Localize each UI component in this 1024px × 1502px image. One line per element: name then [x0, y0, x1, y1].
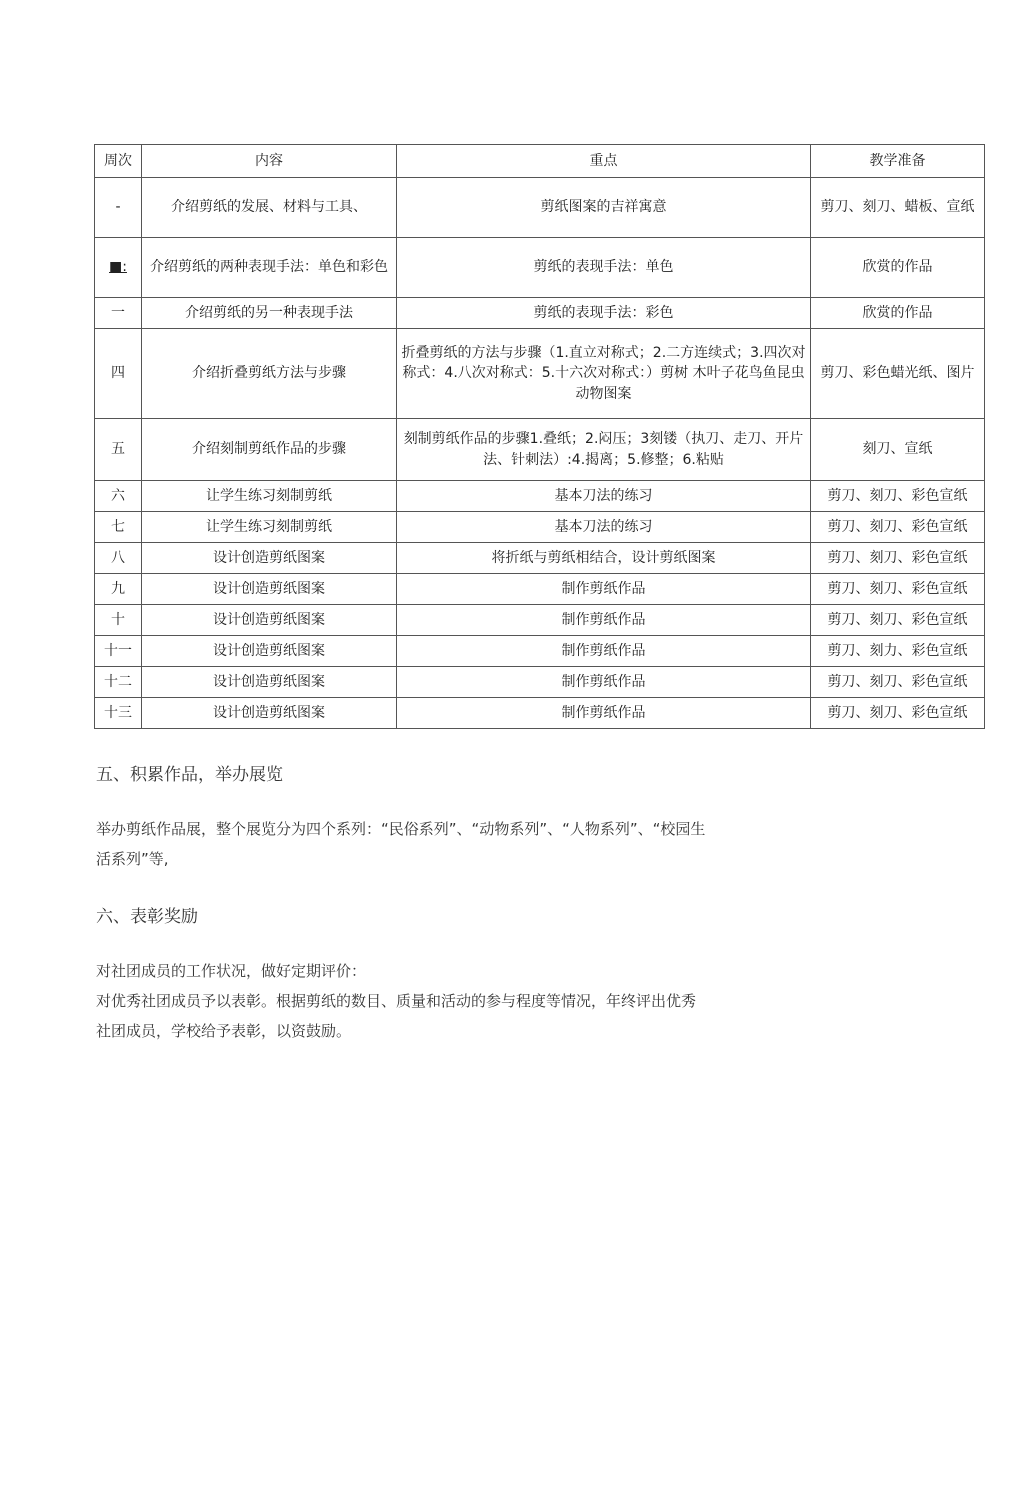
cell-week: 十二	[95, 667, 142, 698]
cell-focus: 剪纸图案的吉祥寓意	[397, 178, 811, 238]
cell-content: 设计创造剪纸图案	[142, 574, 397, 605]
cell-focus: 制作剪纸作品	[397, 667, 811, 698]
cell-week: 十	[95, 605, 142, 636]
cell-focus: 剪纸的表现手法：彩色	[397, 298, 811, 329]
table-row	[95, 329, 985, 419]
header-content: 内容	[142, 145, 397, 178]
cell-prep: 剪刀、刻刀、彩色宣纸	[811, 543, 985, 574]
cell-week: -	[95, 178, 142, 238]
cell-content: 设计创造剪纸图案	[142, 543, 397, 574]
cell-prep: 剪刀、刻刀、彩色宣纸	[811, 667, 985, 698]
cell-focus: 制作剪纸作品	[397, 605, 811, 636]
cell-week: 七	[95, 512, 142, 543]
cell-prep: 欣赏的作品	[811, 298, 985, 329]
table-row	[95, 605, 985, 636]
paragraph-line: 对社团成员的工作状况，做好定期评价：	[96, 962, 367, 980]
cell-content: 介绍折叠剪纸方法与步骤	[142, 329, 397, 419]
section-five-title: 五、积累作品，举办展览	[96, 765, 283, 785]
cell-focus: 将折纸与剪纸相结合，设计剪纸图案	[397, 543, 811, 574]
cell-content: 让学生练习刻制剪纸	[142, 512, 397, 543]
table-row	[95, 481, 985, 512]
cell-content: 介绍剪纸的两种表现手法：单色和彩色	[142, 238, 397, 298]
paragraph-line: 对优秀社团成员予以表彰。根据剪纸的数目、质量和活动的参与程度等情况，年终评出优秀	[96, 992, 697, 1010]
table-row	[95, 574, 985, 605]
cell-focus: 制作剪纸作品	[397, 698, 811, 729]
cell-week: 八	[95, 543, 142, 574]
cell-prep: 剪刀、彩色蜡光纸、图片	[811, 329, 985, 419]
cell-prep: 剪刀、刻力、彩色宣纸	[811, 636, 985, 667]
header-focus: 重点	[397, 145, 811, 178]
section-six-title: 六、表彰奖励	[96, 907, 198, 927]
cell-week: 九	[95, 574, 142, 605]
section-five-paragraph	[96, 814, 896, 874]
paragraph-line: 举办剪纸作品展，整个展览分为四个系列：“民俗系列”、“动物系列”、“人物系列”、“校园生	[96, 820, 706, 838]
cell-prep: 剪刀、刻刀、彩色宣纸	[811, 481, 985, 512]
cell-prep: 剪刀、刻刀、蜡板、宣纸	[811, 178, 985, 238]
cell-week: 十三	[95, 698, 142, 729]
cell-focus: 制作剪纸作品	[397, 574, 811, 605]
table-row	[95, 512, 985, 543]
table-row	[95, 667, 985, 698]
table-row	[95, 419, 985, 481]
cell-content: 介绍刻制剪纸作品的步骤	[142, 419, 397, 481]
cell-week: 五	[95, 419, 142, 481]
cell-focus: 剪纸的表现手法：单色	[397, 238, 811, 298]
cell-week: 四	[95, 329, 142, 419]
cell-focus: 基本刀法的练习	[397, 481, 811, 512]
cell-focus: 基本刀法的练习	[397, 512, 811, 543]
cell-prep: 剪刀、刻刀、彩色宣纸	[811, 512, 985, 543]
cell-content: 介绍剪纸的另一种表现手法	[142, 298, 397, 329]
table-row	[95, 178, 985, 238]
cell-prep: 刻刀、宣纸	[811, 419, 985, 481]
cell-content: 设计创造剪纸图案	[142, 698, 397, 729]
header-prep: 教学准备	[811, 145, 985, 178]
table-row	[95, 698, 985, 729]
cell-week: 一	[95, 298, 142, 329]
cell-focus: 折叠剪纸的方法与步骤（1.直立对称式；2.二方连续式；3.四次对称式：4.八次对称式：5.十六次对称式：）剪树 木叶子花鸟鱼昆虫动物图案	[397, 329, 811, 419]
cell-prep: 剪刀、刻刀、彩色宣纸	[811, 605, 985, 636]
table-header-row	[95, 145, 985, 178]
cell-week: 六	[95, 481, 142, 512]
cell-content: 设计创造剪纸图案	[142, 605, 397, 636]
cell-focus: 制作剪纸作品	[397, 636, 811, 667]
cell-content: 设计创造剪纸图案	[142, 636, 397, 667]
cell-week: 十一	[95, 636, 142, 667]
cell-content: 让学生练习刻制剪纸	[142, 481, 397, 512]
cell-content: 介绍剪纸的发展、材料与工具、	[142, 178, 397, 238]
cell-focus: 刻制剪纸作品的步骤1.叠纸；2.闷压；3刻镂（执刀、走刀、开片法、针刺法）:4.揭离；5.修整；6.粘贴	[397, 419, 811, 481]
table-row	[95, 543, 985, 574]
schedule-table	[94, 144, 985, 729]
table-row	[95, 238, 985, 298]
paragraph-line: 活系列”等,	[96, 850, 169, 868]
cell-prep: 剪刀、刻刀、彩色宣纸	[811, 698, 985, 729]
cell-content: 设计创造剪纸图案	[142, 667, 397, 698]
header-week: 周次	[95, 145, 142, 178]
cell-prep: 剪刀、刻刀、彩色宣纸	[811, 574, 985, 605]
table-row	[95, 636, 985, 667]
cell-week: ■:	[95, 238, 142, 298]
table-row	[95, 298, 985, 329]
cell-prep: 欣赏的作品	[811, 238, 985, 298]
section-six-paragraph	[96, 956, 896, 1046]
paragraph-line: 社团成员，学校给予表彰，以资鼓励。	[96, 1022, 352, 1040]
